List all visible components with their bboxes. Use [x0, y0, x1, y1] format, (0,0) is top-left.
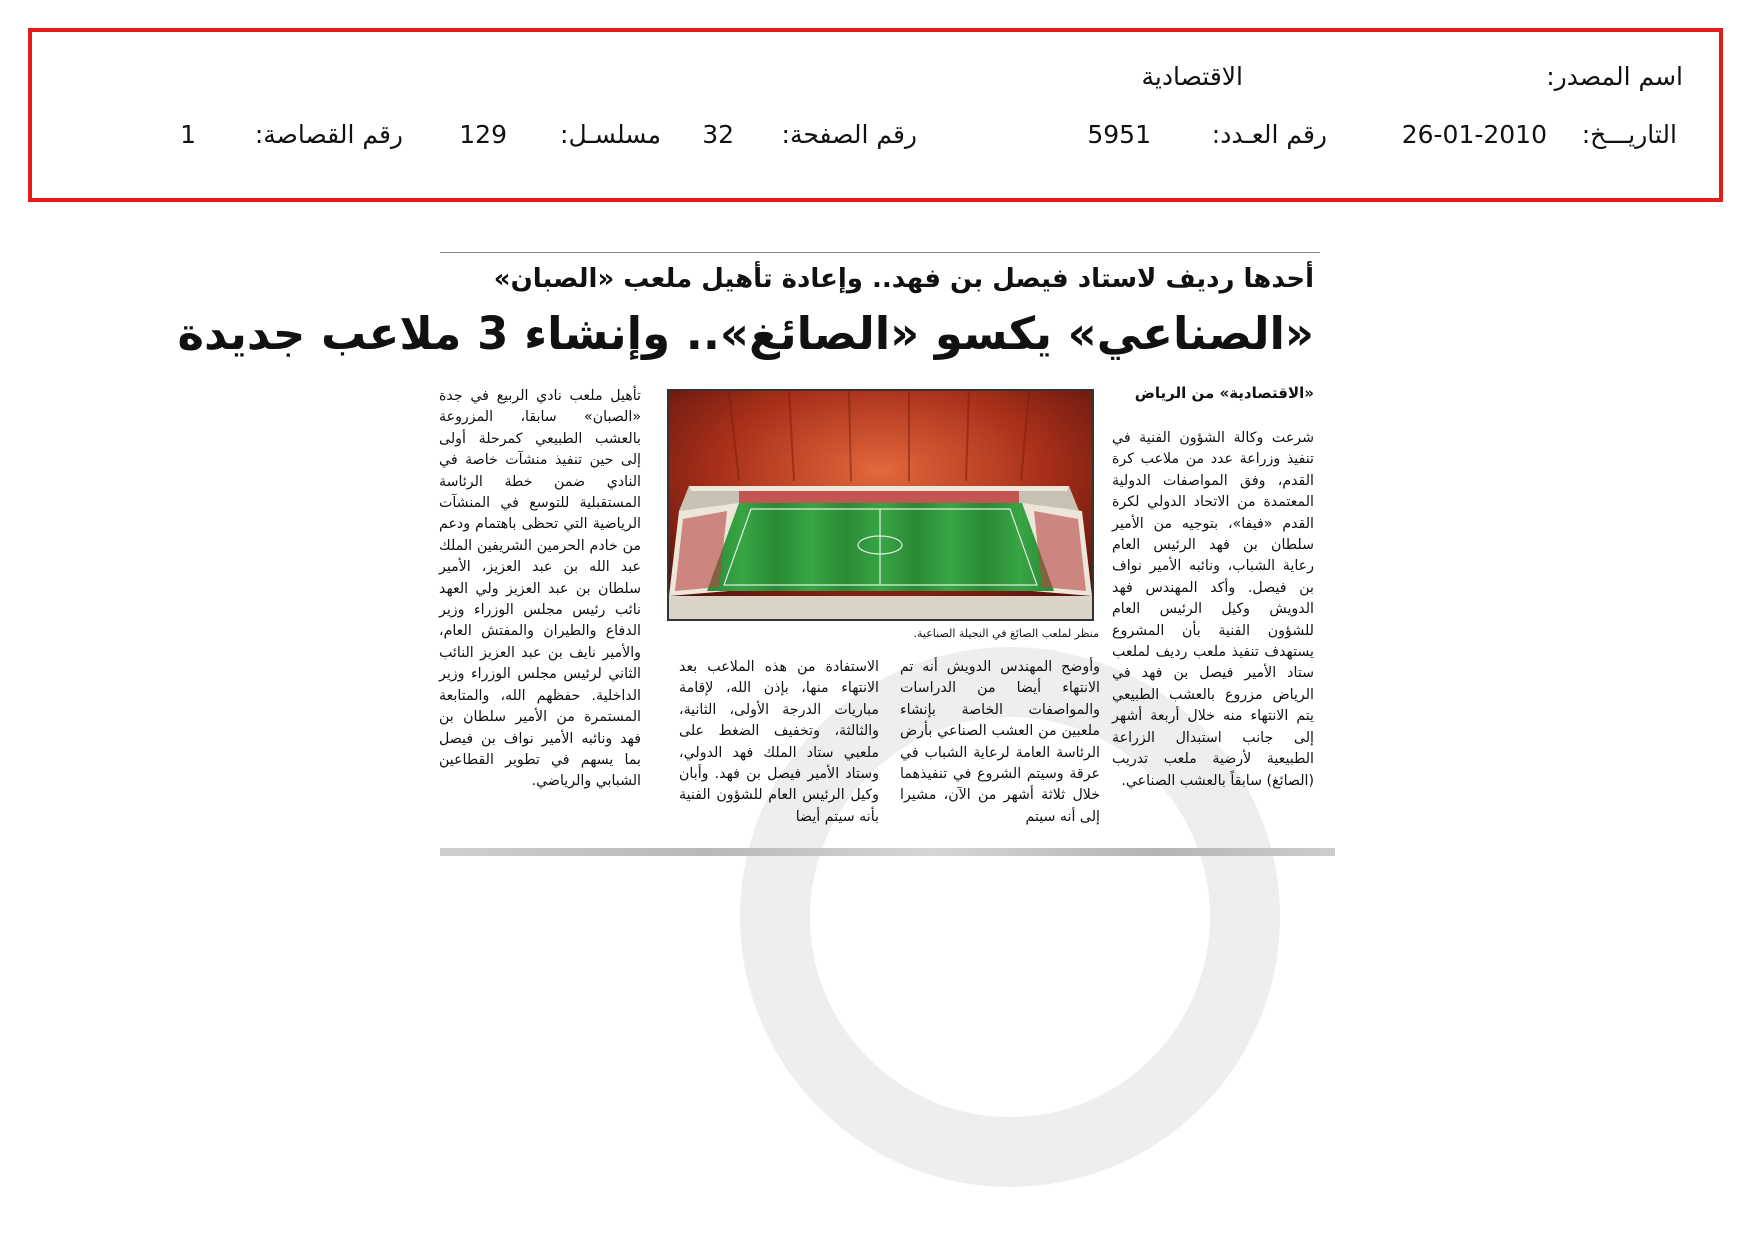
top-rule: [440, 252, 1320, 253]
source-value: الاقتصادية: [1141, 62, 1243, 91]
article-kicker: أحدها رديف لاستاد فيصل بن فهد.. وإعادة تأهيل ملعب «الصبان»: [493, 264, 1314, 294]
issue-value: 5951: [1087, 120, 1151, 149]
clip-label: رقم القصاصة:: [254, 120, 403, 149]
date-value: 26-01-2010: [1401, 120, 1547, 149]
metadata-box: [28, 28, 1723, 202]
article-column-3: الاستفادة من هذه الملاعب بعد الانتهاء منها، بإذن الله، لإقامة مباريات الدرجة الأولى، الثانية، والثالثة، وتخفيف الضغط على ملعبي ستاد الملك فهد الدولي، وستاد الأمير فيصل بن فهد. وأبان وكيل الرئيس العام للشؤون الفنية بأنه سيتم أيضا: [679, 659, 879, 825]
clip-value: 1: [180, 120, 196, 149]
serial-value: 129: [459, 120, 507, 149]
newspaper-clipping: [177, 252, 1326, 852]
article-column-2: وأوضح المهندس الدويش أنه تم الانتهاء أيضا من الدراسات والمواصفات الخاصة بإنشاء ملعبين من العشب الصناعي بأرض الرئاسة العامة لرعاية الشباب في عرقة وسيتم الشروع في تنفيذهما خلال ثلاثة أشهر من الآن، مشيرا إلى أنه سيتم: [900, 659, 1100, 825]
issue-label: رقم العـدد:: [1211, 120, 1327, 149]
stadium-photo: [667, 389, 1094, 621]
bottom-rule: [440, 848, 1335, 856]
stadium-image: [669, 391, 1092, 619]
serial-label: مسلسـل:: [560, 120, 661, 149]
article-column-1: شرعت وكالة الشؤون الفنية في تنفيذ وزراعة عدد من ملاعب كرة القدم، وفق المواصفات الدولية المعتمدة من الاتحاد الدولي لكرة القدم «فيفا»، بتوجيه من الأمير سلطان بن فهد الرئيس العام رعاية الشباب، ونائبه الأمير نواف بن فيصل. وأكد المهندس فهد الدويش وكيل الرئيس العام للشؤون الفنية بأن المشروع يستهدف تنفيذ ملعب رديف لملعب ستاد الأمير فيصل بن فهد في الرياض مزروع بالعشب الطبيعي يتم الانتهاء منه خلال أربعة أشهر إلى جانب استبدال الزراعة الطبيعية لأرضية ملعب تدريب (الصائغ) سابقاً بالعشب الصناعي.: [1112, 430, 1314, 789]
source-label: اسم المصدر:: [1546, 62, 1683, 91]
article-headline: «الصناعي» يكسو «الصائغ».. وإنشاء 3 ملاعب جديدة: [177, 307, 1314, 360]
page-value: 32: [702, 120, 734, 149]
article-byline: «الاقتصادية» من الرياض: [1134, 384, 1314, 402]
photo-caption: منظر لملعب الصائغ في النجيلة الصناعية.: [913, 627, 1099, 640]
page-label: رقم الصفحة:: [781, 120, 917, 149]
date-label: التاريـــخ:: [1581, 120, 1677, 149]
article-column-4: تأهيل ملعب نادي الربيع في جدة «الصبان» سابقا، المزروعة بالعشب الطبيعي كمرحلة أولى إلى حين تنفيذ منشآت خاصة في النادي ضمن خطة الرئاسة المستقبلية للتوسع في المنشآت الرياضية التي تحظى باهتمام ودعم من خادم الحرمين الشريفين الملك عبد الله بن عبد العزيز، الأمير سلطان بن عبد العزيز ولي العهد نائب رئيس مجلس الوزراء وزير الدفاع والطيران والمفتش العام، والأمير نايف بن عبد العزيز النائب الثاني لرئيس مجلس الوزراء وزير الداخلية. حفظهم الله، والمتابعة المستمرة من الأمير سلطان بن فهد ونائبه الأمير نواف بن فيصل بما يسهم في تطوير القطاعين الشبابي والرياضي.: [439, 388, 641, 790]
